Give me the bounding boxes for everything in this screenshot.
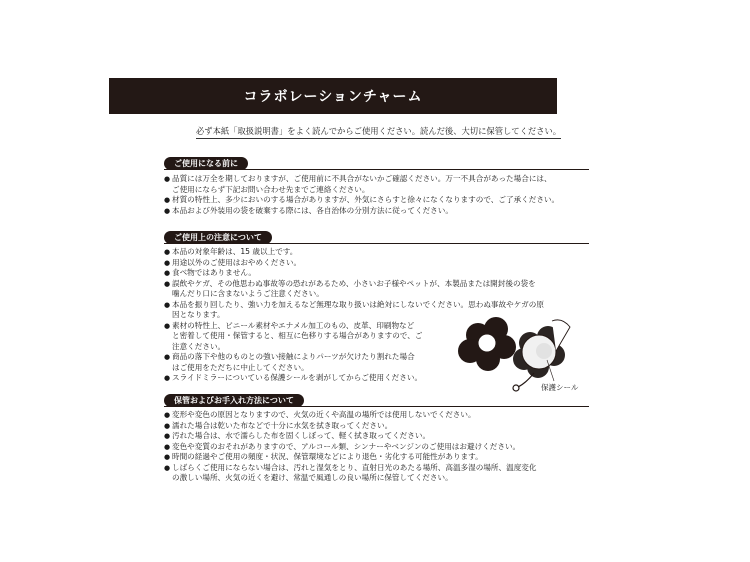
list-item: 注意ください。 xyxy=(172,341,226,351)
list-item: ● 品質には万全を期しておりますが、ご使用前に不具合がないかご確認ください。万一不具合があった場合には、 xyxy=(164,174,559,185)
title-banner xyxy=(109,78,557,114)
list-item: ● 本品を振り回したり、強い力を加えるなど無理な取り扱いは絶対にしないでください。思わぬ事故やケガの原 xyxy=(164,300,544,311)
page-title: コラボレーションチャーム xyxy=(243,89,423,105)
list-item: ● しばらくご使用にならない場合は、汚れと湿気をとり、直射日光のあたる場所、高温多湿の場所、温度変化 xyxy=(164,463,537,474)
list-item: ● 変形や変色の原因となりますので、火気の近くや高温の場所では使用しないでください。 xyxy=(164,410,537,421)
list-item: と密着して使用・保管すると、相互に色移りする場合がありますので、ご xyxy=(172,331,423,340)
notice-text: 必ず本紙「取扱説明書」をよく読んでからご使用ください。読んだ後、大切に保管してください。 xyxy=(196,125,561,139)
list-item: の激しい場所、火気の近くを避け、常温で風通しの良い場所に保管してください。 xyxy=(172,473,453,482)
section-list-before-use xyxy=(164,174,559,216)
chain-icon xyxy=(518,373,534,387)
list-item: ご使用にならず下記お問い合わせ先までご連絡ください。 xyxy=(172,184,370,194)
list-item: ● 誤飲やケガ、その他思わぬ事故等の恐れがあるため、小さいお子様やペットが、本製品または開封後の袋を xyxy=(164,279,544,290)
flower-charm-icon xyxy=(458,317,516,371)
list-item: ● 材質の特性上、多少においのする場合がありますが、外気にさらすと徐々になくなりますので、ご了承ください。 xyxy=(164,195,559,206)
list-item: ● 食べ物ではありません。 xyxy=(164,268,544,279)
list-item: はご使用をただちに中止してください。 xyxy=(172,362,309,372)
list-item: ● 本品の対象年齢は、15 歳以上です。 xyxy=(164,247,544,258)
list-item: ● 濡れた場合は乾いた布などで十分に水気を拭き取ってください。 xyxy=(164,421,537,432)
list-item: ● 商品の落下や他のものとの強い接触によりパーツが欠けたり割れた場合 xyxy=(164,352,544,363)
list-item: ● 時間の経過やご使用の頻度・状況、保管環境などにより退色・劣化する可能性があります。 xyxy=(164,452,537,463)
list-item: ● スライドミラーについている保護シールを剥がしてからご使用ください。 xyxy=(164,373,544,384)
section-rule xyxy=(164,169,589,170)
section-heading-precautions: ご使用上の注意について xyxy=(164,231,272,244)
list-item: ● 用途以外のご使用はおやめください。 xyxy=(164,258,544,269)
section-rule xyxy=(164,406,589,407)
list-item: ● 本品および外装用の袋を破棄する際には、各自治体の分別方法に従ってください。 xyxy=(164,206,559,217)
list-item: ● 素材の特性上、ビニール素材やエナメル加工のもの、皮革、印刷物など xyxy=(164,321,544,332)
section-rule xyxy=(164,243,589,244)
section-list-care xyxy=(164,410,537,484)
section-heading-care: 保管およびお手入れ方法について xyxy=(164,394,304,407)
list-item: ● 変色や変質のおそれがありますので、アルコール類、シンナーやベンジンのご使用はお避けください。 xyxy=(164,442,537,453)
list-item: 因となります。 xyxy=(172,310,225,319)
protective-sheet-label: 保護シール xyxy=(541,383,579,392)
list-item: 噛んだり口に含まないようご注意ください。 xyxy=(172,289,324,298)
section-heading-before-use: ご使用になる前に xyxy=(164,157,248,170)
list-item: ● 汚れた場合は、水で濡らした布を固くしぼって、軽く拭き取ってください。 xyxy=(164,431,537,442)
